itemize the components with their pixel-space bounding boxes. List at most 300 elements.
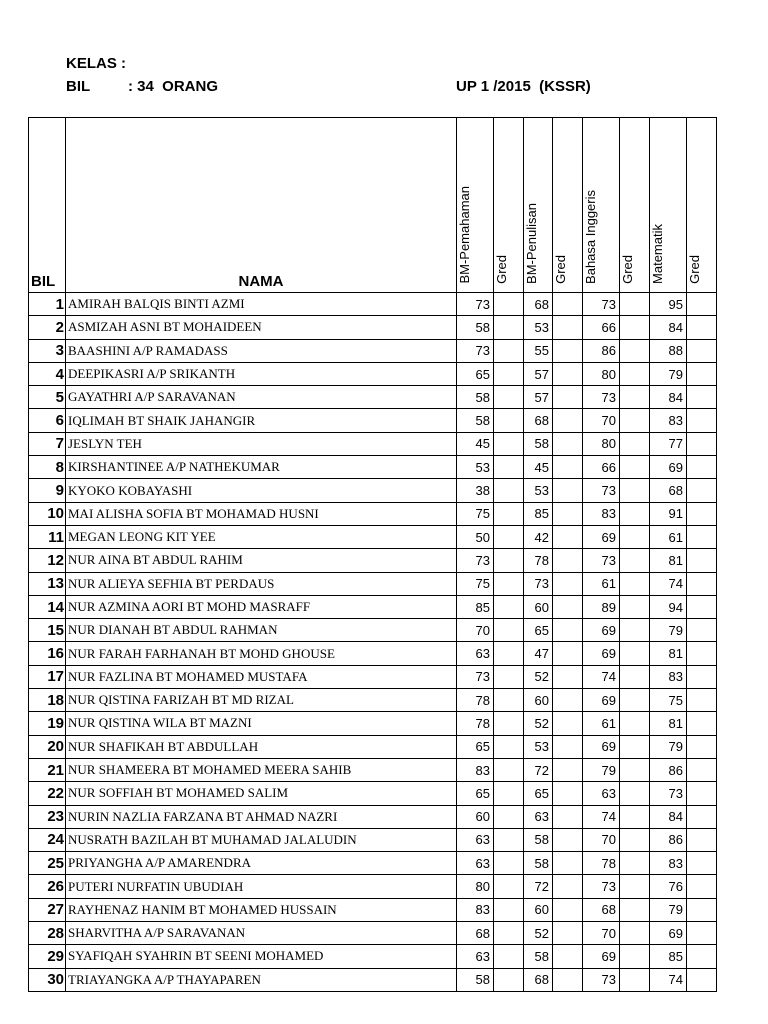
grade-cell xyxy=(494,339,524,362)
score-cell: 73 xyxy=(650,782,687,805)
grade-cell xyxy=(494,479,524,502)
score-cell: 86 xyxy=(650,758,687,781)
row-number: 28 xyxy=(29,922,66,945)
score-cell: 65 xyxy=(457,735,494,758)
row-number: 18 xyxy=(29,689,66,712)
grade-cell xyxy=(620,689,650,712)
grade-cell xyxy=(553,456,583,479)
table-row xyxy=(29,432,717,455)
grade-cell xyxy=(494,572,524,595)
col-header-bm-pemahaman xyxy=(457,118,494,293)
score-cell: 91 xyxy=(650,502,687,525)
score-cell: 63 xyxy=(457,852,494,875)
score-cell: 89 xyxy=(583,595,620,618)
score-cell: 73 xyxy=(583,875,620,898)
gred-label: Gred xyxy=(620,255,635,284)
score-cell: 85 xyxy=(524,502,553,525)
grade-cell xyxy=(687,922,717,945)
score-cell: 79 xyxy=(650,898,687,921)
score-cell: 70 xyxy=(457,619,494,642)
score-cell: 63 xyxy=(457,642,494,665)
score-cell: 95 xyxy=(650,293,687,316)
grade-cell xyxy=(553,875,583,898)
grade-cell xyxy=(553,525,583,548)
col-header-gred xyxy=(687,118,717,293)
row-number: 19 xyxy=(29,712,66,735)
grade-cell xyxy=(553,316,583,339)
grade-cell xyxy=(494,409,524,432)
table-row xyxy=(29,968,717,991)
score-cell: 53 xyxy=(524,316,553,339)
student-count: : 34 ORANG xyxy=(128,78,219,95)
table-row xyxy=(29,689,717,712)
score-cell: 69 xyxy=(650,922,687,945)
score-cell: 45 xyxy=(457,432,494,455)
score-cell: 68 xyxy=(650,479,687,502)
table-row xyxy=(29,316,717,339)
score-cell: 58 xyxy=(524,945,553,968)
student-name: NUR SOFFIAH BT MOHAMED SALIM xyxy=(66,782,457,805)
grade-cell xyxy=(494,875,524,898)
student-name: GAYATHRI A/P SARAVANAN xyxy=(66,386,457,409)
grade-cell xyxy=(553,712,583,735)
student-name: NUR AINA BT ABDUL RAHIM xyxy=(66,549,457,572)
grade-cell xyxy=(687,362,717,385)
score-cell: 81 xyxy=(650,549,687,572)
grade-cell xyxy=(553,852,583,875)
score-cell: 68 xyxy=(524,409,553,432)
grade-cell xyxy=(553,362,583,385)
score-cell: 57 xyxy=(524,362,553,385)
grade-cell xyxy=(553,642,583,665)
row-number: 3 xyxy=(29,339,66,362)
row-number: 26 xyxy=(29,875,66,898)
row-number: 13 xyxy=(29,572,66,595)
table-row xyxy=(29,828,717,851)
grade-cell xyxy=(553,293,583,316)
score-cell: 63 xyxy=(457,828,494,851)
row-number: 9 xyxy=(29,479,66,502)
table-row xyxy=(29,549,717,572)
table-row xyxy=(29,642,717,665)
score-cell: 73 xyxy=(524,572,553,595)
score-cell: 47 xyxy=(524,642,553,665)
score-cell: 69 xyxy=(583,642,620,665)
score-cell: 65 xyxy=(524,619,553,642)
score-cell: 69 xyxy=(583,735,620,758)
header-row xyxy=(29,118,717,293)
score-cell: 69 xyxy=(583,525,620,548)
score-cell: 72 xyxy=(524,875,553,898)
grade-cell xyxy=(553,572,583,595)
student-name: BAASHINI A/P RAMADASS xyxy=(66,339,457,362)
grade-cell xyxy=(620,945,650,968)
student-name: DEEPIKASRI A/P SRIKANTH xyxy=(66,362,457,385)
row-number: 29 xyxy=(29,945,66,968)
gred-label: Gred xyxy=(553,255,568,284)
grade-cell xyxy=(620,572,650,595)
grade-cell xyxy=(494,782,524,805)
score-cell: 73 xyxy=(583,968,620,991)
grade-cell xyxy=(687,456,717,479)
grade-cell xyxy=(553,898,583,921)
grade-cell xyxy=(620,432,650,455)
score-cell: 69 xyxy=(583,945,620,968)
row-number: 15 xyxy=(29,619,66,642)
score-cell: 69 xyxy=(650,456,687,479)
score-cell: 84 xyxy=(650,805,687,828)
student-name: ASMIZAH ASNI BT MOHAIDEEN xyxy=(66,316,457,339)
student-name: MEGAN LEONG KIT YEE xyxy=(66,525,457,548)
score-cell: 83 xyxy=(457,898,494,921)
score-cell: 74 xyxy=(650,572,687,595)
score-cell: 63 xyxy=(583,782,620,805)
grade-cell xyxy=(494,502,524,525)
table-row xyxy=(29,409,717,432)
student-name: PUTERI NURFATIN UBUDIAH xyxy=(66,875,457,898)
grade-cell xyxy=(620,293,650,316)
grade-cell xyxy=(494,945,524,968)
grade-cell xyxy=(553,549,583,572)
row-number: 25 xyxy=(29,852,66,875)
score-cell: 69 xyxy=(583,689,620,712)
student-name: NUR FAZLINA BT MOHAMED MUSTAFA xyxy=(66,665,457,688)
table-row xyxy=(29,922,717,945)
grade-cell xyxy=(620,502,650,525)
grade-cell xyxy=(620,339,650,362)
score-cell: 73 xyxy=(457,293,494,316)
score-cell: 57 xyxy=(524,386,553,409)
table-row xyxy=(29,945,717,968)
student-name: NUR DIANAH BT ABDUL RAHMAN xyxy=(66,619,457,642)
grade-cell xyxy=(494,456,524,479)
score-cell: 83 xyxy=(457,758,494,781)
grade-cell xyxy=(620,665,650,688)
score-cell: 58 xyxy=(524,432,553,455)
col-header-gred xyxy=(620,118,650,293)
score-cell: 73 xyxy=(457,549,494,572)
student-name: NUSRATH BAZILAH BT MUHAMAD JALALUDIN xyxy=(66,828,457,851)
score-cell: 78 xyxy=(583,852,620,875)
score-cell: 50 xyxy=(457,525,494,548)
grade-cell xyxy=(553,665,583,688)
score-cell: 84 xyxy=(650,386,687,409)
score-cell: 58 xyxy=(457,409,494,432)
grade-cell xyxy=(687,782,717,805)
score-cell: 61 xyxy=(583,712,620,735)
student-name: SYAFIQAH SYAHRIN BT SEENI MOHAMED xyxy=(66,945,457,968)
grade-cell xyxy=(687,712,717,735)
col-header-bahasa-inggeris xyxy=(583,118,620,293)
score-cell: 80 xyxy=(457,875,494,898)
grade-cell xyxy=(494,432,524,455)
score-cell: 38 xyxy=(457,479,494,502)
table-row xyxy=(29,805,717,828)
score-cell: 79 xyxy=(650,362,687,385)
grade-cell xyxy=(620,968,650,991)
table-row xyxy=(29,362,717,385)
score-cell: 75 xyxy=(650,689,687,712)
score-cell: 60 xyxy=(524,595,553,618)
grade-cell xyxy=(687,735,717,758)
row-number: 21 xyxy=(29,758,66,781)
student-name: KIRSHANTINEE A/P NATHEKUMAR xyxy=(66,456,457,479)
grade-cell xyxy=(620,549,650,572)
grade-cell xyxy=(553,922,583,945)
grade-cell xyxy=(687,595,717,618)
table-row xyxy=(29,898,717,921)
col-header-nama: NAMA xyxy=(66,118,457,293)
grade-cell xyxy=(687,525,717,548)
grade-cell xyxy=(620,525,650,548)
student-name: IQLIMAH BT SHAIK JAHANGIR xyxy=(66,409,457,432)
grade-cell xyxy=(553,735,583,758)
student-name: NUR AZMINA AORI BT MOHD MASRAFF xyxy=(66,595,457,618)
grade-cell xyxy=(494,386,524,409)
row-number: 11 xyxy=(29,525,66,548)
row-number: 24 xyxy=(29,828,66,851)
grade-cell xyxy=(687,665,717,688)
row-number: 30 xyxy=(29,968,66,991)
student-name: JESLYN TEH xyxy=(66,432,457,455)
grade-cell xyxy=(687,386,717,409)
score-cell: 81 xyxy=(650,712,687,735)
grade-cell xyxy=(494,293,524,316)
row-number: 6 xyxy=(29,409,66,432)
grade-cell xyxy=(620,619,650,642)
score-cell: 63 xyxy=(457,945,494,968)
grade-cell xyxy=(620,362,650,385)
grade-cell xyxy=(687,828,717,851)
table-row xyxy=(29,456,717,479)
table-row xyxy=(29,479,717,502)
table-row xyxy=(29,572,717,595)
grade-cell xyxy=(494,642,524,665)
score-cell: 58 xyxy=(457,316,494,339)
grade-cell xyxy=(620,922,650,945)
table-row xyxy=(29,665,717,688)
score-cell: 53 xyxy=(524,735,553,758)
grade-cell xyxy=(620,479,650,502)
grade-cell xyxy=(553,828,583,851)
score-cell: 52 xyxy=(524,665,553,688)
row-number: 16 xyxy=(29,642,66,665)
score-cell: 70 xyxy=(583,409,620,432)
subject-label: Matematik xyxy=(650,224,665,284)
score-cell: 70 xyxy=(583,828,620,851)
grade-cell xyxy=(553,432,583,455)
grade-cell xyxy=(620,875,650,898)
grade-cell xyxy=(553,502,583,525)
score-cell: 58 xyxy=(457,386,494,409)
score-cell: 53 xyxy=(457,456,494,479)
score-cell: 80 xyxy=(583,432,620,455)
row-number: 8 xyxy=(29,456,66,479)
score-cell: 83 xyxy=(650,665,687,688)
student-name: AMIRAH BALQIS BINTI AZMI xyxy=(66,293,457,316)
col-header-gred xyxy=(494,118,524,293)
score-cell: 60 xyxy=(524,898,553,921)
exam-title: UP 1 /2015 (KSSR) xyxy=(456,78,591,95)
row-number: 14 xyxy=(29,595,66,618)
grade-cell xyxy=(620,898,650,921)
score-cell: 65 xyxy=(524,782,553,805)
grade-cell xyxy=(494,665,524,688)
table-row xyxy=(29,758,717,781)
score-cell: 81 xyxy=(650,642,687,665)
score-cell: 69 xyxy=(583,619,620,642)
col-header-bil: BIL xyxy=(29,118,66,293)
grade-cell xyxy=(687,945,717,968)
grade-cell xyxy=(494,316,524,339)
grade-cell xyxy=(494,758,524,781)
grade-cell xyxy=(553,619,583,642)
score-cell: 53 xyxy=(524,479,553,502)
score-cell: 65 xyxy=(457,782,494,805)
grade-cell xyxy=(687,689,717,712)
row-number: 12 xyxy=(29,549,66,572)
score-cell: 73 xyxy=(457,339,494,362)
grade-cell xyxy=(620,828,650,851)
grade-cell xyxy=(620,758,650,781)
grade-cell xyxy=(620,409,650,432)
student-name: PRIYANGHA A/P AMARENDRA xyxy=(66,852,457,875)
subject-label: Bahasa Inggeris xyxy=(583,190,598,284)
score-cell: 75 xyxy=(457,572,494,595)
grade-cell xyxy=(494,922,524,945)
score-cell: 79 xyxy=(583,758,620,781)
score-cell: 45 xyxy=(524,456,553,479)
grade-cell xyxy=(494,619,524,642)
gred-label: Gred xyxy=(687,255,702,284)
row-number: 20 xyxy=(29,735,66,758)
student-name: NUR SHAFIKAH BT ABDULLAH xyxy=(66,735,457,758)
grade-cell xyxy=(553,758,583,781)
score-cell: 70 xyxy=(583,922,620,945)
student-name: NUR QISTINA WILA BT MAZNI xyxy=(66,712,457,735)
table-row xyxy=(29,386,717,409)
table-row xyxy=(29,782,717,805)
score-cell: 74 xyxy=(583,805,620,828)
row-number: 4 xyxy=(29,362,66,385)
grade-cell xyxy=(687,409,717,432)
grade-cell xyxy=(620,712,650,735)
grade-cell xyxy=(687,339,717,362)
row-number: 23 xyxy=(29,805,66,828)
score-cell: 84 xyxy=(650,316,687,339)
grade-cell xyxy=(687,619,717,642)
score-cell: 60 xyxy=(457,805,494,828)
score-cell: 77 xyxy=(650,432,687,455)
grade-cell xyxy=(494,362,524,385)
score-cell: 74 xyxy=(650,968,687,991)
score-cell: 85 xyxy=(650,945,687,968)
grade-cell xyxy=(553,945,583,968)
subject-label: BM-Pemahaman xyxy=(457,186,472,284)
grade-cell xyxy=(687,316,717,339)
grade-cell xyxy=(494,595,524,618)
score-cell: 74 xyxy=(583,665,620,688)
score-cell: 78 xyxy=(457,712,494,735)
score-cell: 58 xyxy=(457,968,494,991)
score-cell: 68 xyxy=(583,898,620,921)
row-number: 22 xyxy=(29,782,66,805)
score-cell: 52 xyxy=(524,712,553,735)
row-number: 1 xyxy=(29,293,66,316)
score-cell: 61 xyxy=(650,525,687,548)
score-cell: 80 xyxy=(583,362,620,385)
table-row xyxy=(29,875,717,898)
grade-cell xyxy=(687,502,717,525)
col-header-matematik xyxy=(650,118,687,293)
grade-cell xyxy=(687,549,717,572)
grade-cell xyxy=(620,386,650,409)
grade-cell xyxy=(687,572,717,595)
row-number: 10 xyxy=(29,502,66,525)
table-row xyxy=(29,502,717,525)
table-row xyxy=(29,619,717,642)
grade-cell xyxy=(687,875,717,898)
score-cell: 78 xyxy=(524,549,553,572)
grade-cell xyxy=(687,852,717,875)
student-name: NUR SHAMEERA BT MOHAMED MEERA SAHIB xyxy=(66,758,457,781)
grade-cell xyxy=(687,758,717,781)
score-cell: 60 xyxy=(524,689,553,712)
grade-cell xyxy=(687,642,717,665)
score-cell: 79 xyxy=(650,735,687,758)
score-cell: 66 xyxy=(583,316,620,339)
grade-cell xyxy=(494,549,524,572)
table-row xyxy=(29,852,717,875)
grade-cell xyxy=(553,339,583,362)
score-cell: 83 xyxy=(650,852,687,875)
score-cell: 72 xyxy=(524,758,553,781)
score-cell: 85 xyxy=(457,595,494,618)
grade-cell xyxy=(620,316,650,339)
score-cell: 78 xyxy=(457,689,494,712)
subject-label: BM-Penulisan xyxy=(524,203,539,284)
score-cell: 65 xyxy=(457,362,494,385)
grade-cell xyxy=(553,409,583,432)
score-cell: 86 xyxy=(583,339,620,362)
student-name: NUR FARAH FARHANAH BT MOHD GHOUSE xyxy=(66,642,457,665)
results-table xyxy=(28,117,717,992)
grade-cell xyxy=(494,805,524,828)
grade-cell xyxy=(687,293,717,316)
grade-cell xyxy=(687,805,717,828)
score-cell: 68 xyxy=(524,968,553,991)
student-name: KYOKO KOBAYASHI xyxy=(66,479,457,502)
score-cell: 73 xyxy=(583,293,620,316)
grade-cell xyxy=(553,595,583,618)
grade-cell xyxy=(687,432,717,455)
student-name: RAYHENAZ HANIM BT MOHAMED HUSSAIN xyxy=(66,898,457,921)
score-cell: 68 xyxy=(524,293,553,316)
grade-cell xyxy=(553,479,583,502)
student-name: NURIN NAZLIA FARZANA BT AHMAD NAZRI xyxy=(66,805,457,828)
grade-cell xyxy=(620,805,650,828)
table-row xyxy=(29,525,717,548)
table-row xyxy=(29,293,717,316)
student-name: NUR QISTINA FARIZAH BT MD RIZAL xyxy=(66,689,457,712)
score-cell: 86 xyxy=(650,828,687,851)
grade-cell xyxy=(553,968,583,991)
score-cell: 73 xyxy=(583,549,620,572)
score-cell: 58 xyxy=(524,828,553,851)
student-name: TRIAYANGKA A/P THAYAPAREN xyxy=(66,968,457,991)
table-row xyxy=(29,712,717,735)
grade-cell xyxy=(494,525,524,548)
